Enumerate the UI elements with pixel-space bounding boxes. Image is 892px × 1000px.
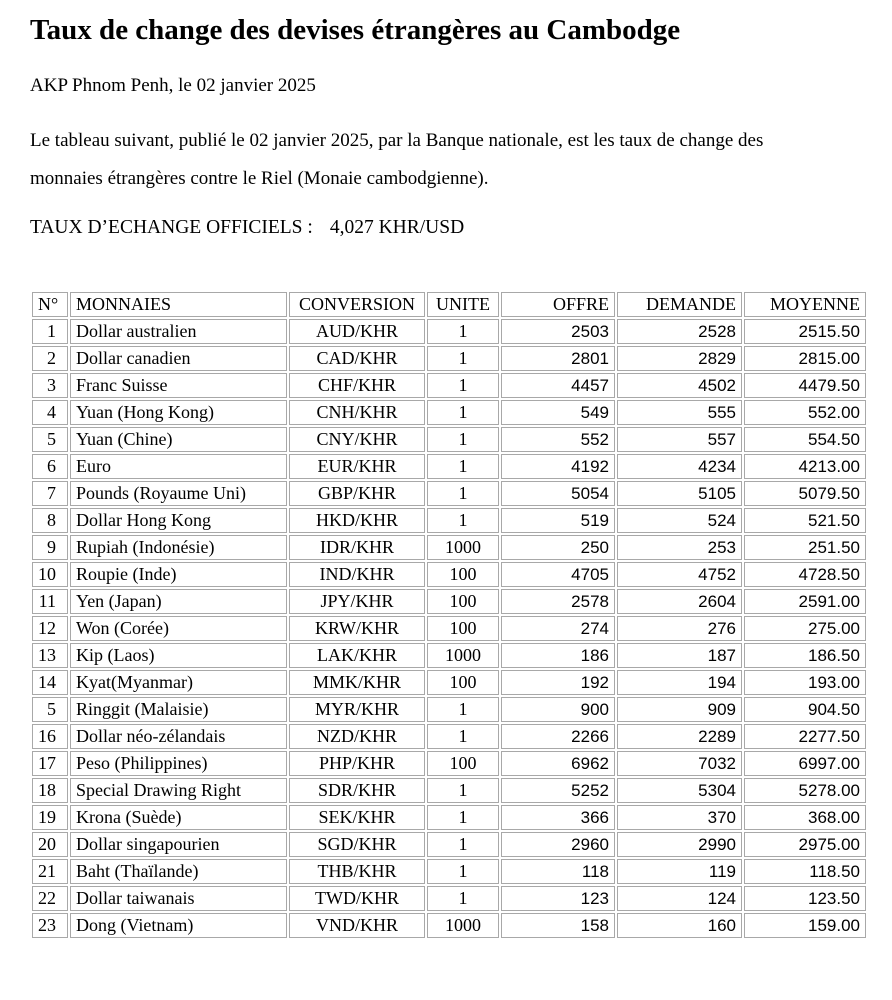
cell-unite: 1	[427, 373, 499, 398]
cell-unite: 1	[427, 724, 499, 749]
table-row	[32, 724, 866, 749]
cell-moyenne: 186.50	[744, 643, 866, 668]
table-row	[32, 805, 866, 830]
table-row	[32, 886, 866, 911]
official-rate-value: 4,027 KHR/USD	[329, 217, 465, 238]
cell-unite: 1	[427, 454, 499, 479]
cell-offre: 4457	[501, 373, 615, 398]
cell-offre: 549	[501, 400, 615, 425]
cell-moyenne: 275.00	[744, 616, 866, 641]
table-row	[32, 562, 866, 587]
cell-conversion: IDR/KHR	[289, 535, 425, 560]
table-row	[32, 832, 866, 857]
cell-conversion: NZD/KHR	[289, 724, 425, 749]
cell-unite: 100	[427, 562, 499, 587]
cell-offre: 5252	[501, 778, 615, 803]
column-header-monnaies: MONNAIES	[70, 292, 287, 317]
cell-demande: 5105	[617, 481, 742, 506]
cell-offre: 192	[501, 670, 615, 695]
cell-offre: 2801	[501, 346, 615, 371]
table-row	[32, 427, 866, 452]
cell-moyenne: 2515.50	[744, 319, 866, 344]
cell-conversion: MYR/KHR	[289, 697, 425, 722]
cell-offre: 274	[501, 616, 615, 641]
cell-offre: 552	[501, 427, 615, 452]
table-header-row	[32, 292, 866, 317]
table-row	[32, 373, 866, 398]
cell-number: 12	[32, 616, 68, 641]
cell-unite: 1	[427, 508, 499, 533]
cell-number: 18	[32, 778, 68, 803]
cell-conversion: PHP/KHR	[289, 751, 425, 776]
table-row	[32, 481, 866, 506]
column-header-conversion: CONVERSION	[289, 292, 425, 317]
cell-moyenne: 2975.00	[744, 832, 866, 857]
cell-offre: 2960	[501, 832, 615, 857]
cell-unite: 1	[427, 778, 499, 803]
cell-moyenne: 5278.00	[744, 778, 866, 803]
cell-unite: 1	[427, 346, 499, 371]
cell-conversion: IND/KHR	[289, 562, 425, 587]
cell-number: 13	[32, 643, 68, 668]
cell-demande: 276	[617, 616, 742, 641]
cell-conversion: SEK/KHR	[289, 805, 425, 830]
table-row	[32, 616, 866, 641]
cell-number: 14	[32, 670, 68, 695]
cell-monnaies: Krona (Suède)	[70, 805, 287, 830]
cell-number: 22	[32, 886, 68, 911]
cell-monnaies: Won (Corée)	[70, 616, 287, 641]
cell-conversion: MMK/KHR	[289, 670, 425, 695]
official-rate-label: TAUX D’ECHANGE OFFICIELS :	[30, 217, 313, 238]
column-header-number: N°	[32, 292, 68, 317]
column-header-demande: DEMANDE	[617, 292, 742, 317]
cell-demande: 4234	[617, 454, 742, 479]
cell-offre: 123	[501, 886, 615, 911]
cell-offre: 186	[501, 643, 615, 668]
cell-number: 5	[32, 427, 68, 452]
cell-monnaies: Dong (Vietnam)	[70, 913, 287, 938]
table-row	[32, 859, 866, 884]
cell-monnaies: Dollar australien	[70, 319, 287, 344]
cell-demande: 7032	[617, 751, 742, 776]
cell-number: 2	[32, 346, 68, 371]
column-header-offre: OFFRE	[501, 292, 615, 317]
cell-demande: 2990	[617, 832, 742, 857]
cell-conversion: GBP/KHR	[289, 481, 425, 506]
cell-number: 6	[32, 454, 68, 479]
cell-number: 3	[32, 373, 68, 398]
cell-demande: 2829	[617, 346, 742, 371]
cell-offre: 6962	[501, 751, 615, 776]
cell-demande: 555	[617, 400, 742, 425]
cell-conversion: TWD/KHR	[289, 886, 425, 911]
intro-paragraph	[30, 122, 866, 198]
cell-offre: 2578	[501, 589, 615, 614]
cell-demande: 119	[617, 859, 742, 884]
cell-number: 17	[32, 751, 68, 776]
cell-unite: 1	[427, 832, 499, 857]
cell-conversion: CHF/KHR	[289, 373, 425, 398]
cell-demande: 524	[617, 508, 742, 533]
cell-number: 23	[32, 913, 68, 938]
cell-offre: 2503	[501, 319, 615, 344]
cell-conversion: CAD/KHR	[289, 346, 425, 371]
table-row	[32, 535, 866, 560]
exchange-rates-table	[30, 290, 868, 940]
cell-monnaies: Rupiah (Indonésie)	[70, 535, 287, 560]
cell-number: 10	[32, 562, 68, 587]
table-row	[32, 508, 866, 533]
cell-moyenne: 118.50	[744, 859, 866, 884]
intro-line-1: Le tableau suivant, publié le 02 janvier 2025, par la Banque nationale, est les taux de change des	[30, 130, 764, 151]
cell-demande: 160	[617, 913, 742, 938]
intro-line-2: monnaies étrangères contre le Riel (Monaie cambodgienne).	[30, 168, 489, 189]
cell-moyenne: 4213.00	[744, 454, 866, 479]
cell-monnaies: Ringgit (Malaisie)	[70, 697, 287, 722]
cell-moyenne: 193.00	[744, 670, 866, 695]
cell-moyenne: 4479.50	[744, 373, 866, 398]
table-row	[32, 319, 866, 344]
table-row	[32, 400, 866, 425]
table-row	[32, 913, 866, 938]
cell-unite: 100	[427, 670, 499, 695]
cell-moyenne: 5079.50	[744, 481, 866, 506]
cell-number: 5	[32, 697, 68, 722]
cell-offre: 4705	[501, 562, 615, 587]
table-row	[32, 346, 866, 371]
cell-conversion: AUD/KHR	[289, 319, 425, 344]
cell-moyenne: 6997.00	[744, 751, 866, 776]
cell-demande: 124	[617, 886, 742, 911]
cell-unite: 1	[427, 481, 499, 506]
cell-offre: 2266	[501, 724, 615, 749]
cell-monnaies: Euro	[70, 454, 287, 479]
table-row	[32, 643, 866, 668]
cell-moyenne: 123.50	[744, 886, 866, 911]
cell-offre: 900	[501, 697, 615, 722]
cell-offre: 5054	[501, 481, 615, 506]
cell-moyenne: 159.00	[744, 913, 866, 938]
cell-demande: 194	[617, 670, 742, 695]
dateline: AKP Phnom Penh, le 02 janvier 2025	[30, 75, 316, 96]
page-title: Taux de change des devises étrangères au Cambodge	[30, 14, 681, 46]
cell-unite: 100	[427, 616, 499, 641]
cell-unite: 1	[427, 319, 499, 344]
cell-moyenne: 521.50	[744, 508, 866, 533]
cell-demande: 187	[617, 643, 742, 668]
cell-monnaies: Dollar canadien	[70, 346, 287, 371]
rates-table-body	[32, 319, 866, 938]
cell-unite: 100	[427, 751, 499, 776]
cell-monnaies: Kip (Laos)	[70, 643, 287, 668]
cell-demande: 4752	[617, 562, 742, 587]
cell-offre: 118	[501, 859, 615, 884]
cell-conversion: THB/KHR	[289, 859, 425, 884]
cell-monnaies: Dollar taiwanais	[70, 886, 287, 911]
cell-conversion: HKD/KHR	[289, 508, 425, 533]
cell-conversion: SGD/KHR	[289, 832, 425, 857]
cell-monnaies: Dollar Hong Kong	[70, 508, 287, 533]
cell-monnaies: Baht (Thaïlande)	[70, 859, 287, 884]
cell-unite: 1	[427, 427, 499, 452]
cell-number: 7	[32, 481, 68, 506]
cell-number: 21	[32, 859, 68, 884]
cell-monnaies: Yuan (Hong Kong)	[70, 400, 287, 425]
cell-unite: 1	[427, 805, 499, 830]
cell-unite: 1000	[427, 535, 499, 560]
cell-monnaies: Special Drawing Right	[70, 778, 287, 803]
cell-moyenne: 554.50	[744, 427, 866, 452]
cell-offre: 158	[501, 913, 615, 938]
cell-moyenne: 2591.00	[744, 589, 866, 614]
cell-monnaies: Yen (Japan)	[70, 589, 287, 614]
cell-number: 9	[32, 535, 68, 560]
cell-number: 16	[32, 724, 68, 749]
cell-monnaies: Pounds (Royaume Uni)	[70, 481, 287, 506]
cell-conversion: VND/KHR	[289, 913, 425, 938]
cell-unite: 100	[427, 589, 499, 614]
cell-conversion: SDR/KHR	[289, 778, 425, 803]
cell-unite: 1	[427, 697, 499, 722]
table-row	[32, 454, 866, 479]
cell-monnaies: Yuan (Chine)	[70, 427, 287, 452]
cell-unite: 1	[427, 400, 499, 425]
table-row	[32, 589, 866, 614]
cell-monnaies: Dollar singapourien	[70, 832, 287, 857]
cell-conversion: LAK/KHR	[289, 643, 425, 668]
cell-demande: 4502	[617, 373, 742, 398]
cell-number: 11	[32, 589, 68, 614]
cell-conversion: EUR/KHR	[289, 454, 425, 479]
cell-moyenne: 2815.00	[744, 346, 866, 371]
cell-offre: 4192	[501, 454, 615, 479]
cell-moyenne: 251.50	[744, 535, 866, 560]
cell-monnaies: Peso (Philippines)	[70, 751, 287, 776]
cell-moyenne: 904.50	[744, 697, 866, 722]
cell-demande: 253	[617, 535, 742, 560]
cell-offre: 519	[501, 508, 615, 533]
cell-demande: 370	[617, 805, 742, 830]
cell-conversion: JPY/KHR	[289, 589, 425, 614]
cell-moyenne: 552.00	[744, 400, 866, 425]
table-row	[32, 697, 866, 722]
cell-moyenne: 368.00	[744, 805, 866, 830]
cell-unite: 1	[427, 859, 499, 884]
cell-conversion: CNY/KHR	[289, 427, 425, 452]
table-row	[32, 778, 866, 803]
cell-moyenne: 2277.50	[744, 724, 866, 749]
cell-number: 19	[32, 805, 68, 830]
cell-unite: 1	[427, 886, 499, 911]
cell-demande: 5304	[617, 778, 742, 803]
cell-monnaies: Dollar néo-zélandais	[70, 724, 287, 749]
cell-unite: 1000	[427, 913, 499, 938]
cell-demande: 2528	[617, 319, 742, 344]
cell-demande: 909	[617, 697, 742, 722]
column-header-unite: UNITE	[427, 292, 499, 317]
cell-number: 1	[32, 319, 68, 344]
cell-conversion: KRW/KHR	[289, 616, 425, 641]
cell-number: 8	[32, 508, 68, 533]
cell-demande: 2604	[617, 589, 742, 614]
cell-moyenne: 4728.50	[744, 562, 866, 587]
table-row	[32, 751, 866, 776]
cell-demande: 2289	[617, 724, 742, 749]
column-header-moyenne: MOYENNE	[744, 292, 866, 317]
cell-monnaies: Kyat(Myanmar)	[70, 670, 287, 695]
official-rate-line	[30, 215, 866, 241]
cell-number: 20	[32, 832, 68, 857]
cell-monnaies: Franc Suisse	[70, 373, 287, 398]
cell-monnaies: Roupie (Inde)	[70, 562, 287, 587]
cell-unite: 1000	[427, 643, 499, 668]
cell-offre: 366	[501, 805, 615, 830]
cell-conversion: CNH/KHR	[289, 400, 425, 425]
table-header	[32, 292, 866, 317]
cell-number: 4	[32, 400, 68, 425]
cell-demande: 557	[617, 427, 742, 452]
cell-offre: 250	[501, 535, 615, 560]
table-row	[32, 670, 866, 695]
